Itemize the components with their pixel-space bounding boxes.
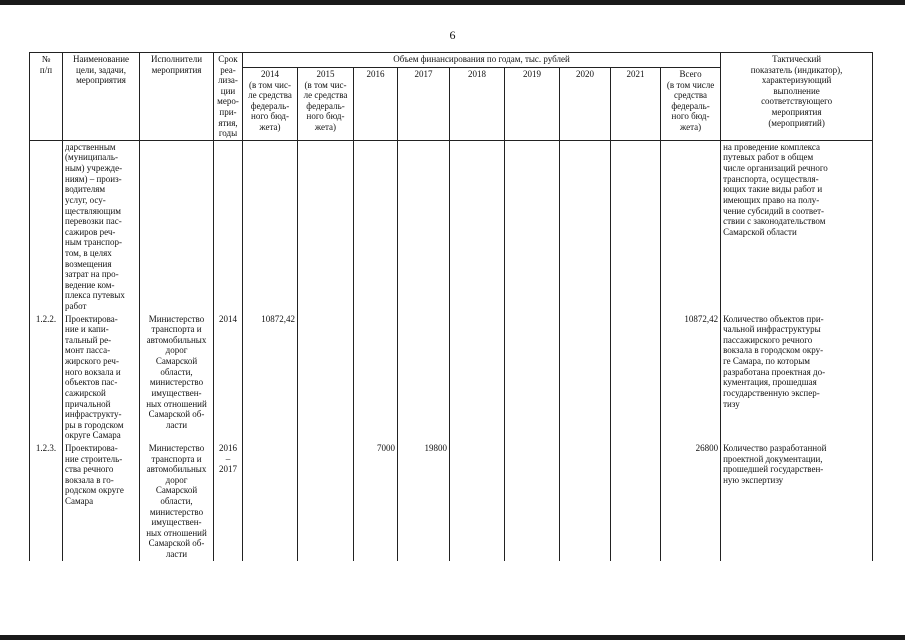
row-executors: Министерство транспорта и автомобильных дорог Самарской области, министерство имуществен- ных отношений Самарской об- ласти [140,442,214,561]
header-total: Всего (в том числе средства федераль- ного бюд- жета) [661,67,721,140]
row-executors [140,140,214,312]
row-2018 [450,442,505,561]
row-total: 26800 [661,442,721,561]
row-num: 1.2.2. [30,313,63,442]
row-2014: 10872,42 [243,313,298,442]
row-2018 [450,313,505,442]
row-term: 2016 – 2017 [214,442,243,561]
row-name: дарственным (муниципаль- ным) учрежде- ниям) – произ- водителям услуг, осу- ществляющим перевозки пас- сажиров реч- ным транспор- том, в целях возмещения затрат на про- ведение ком- плекса путевых работ [63,140,140,312]
header-2020: 2020 [560,67,611,140]
row-2017: 19800 [398,442,450,561]
table-row [30,140,873,312]
header-indicator: Тактический показатель (индикатор), характеризующий выполнение соответствующего мероприятия (мероприятий) [721,53,873,141]
header-2016: 2016 [354,67,398,140]
row-indicator: Количество разработанной проектной документации, прошедшей государствен- ную экспертизу [721,442,873,561]
row-2015 [298,442,354,561]
row-executors: Министерство транспорта и автомобильных дорог Самарской области, министерство имуществен- ных отношений Самарской об- ласти [140,313,214,442]
bottom-border-bar [0,635,905,640]
header-2014: 2014 (в том чис- ле средства федераль- ного бюд- жета) [243,67,298,140]
row-2021 [611,140,661,312]
row-2020 [560,313,611,442]
row-2017 [398,313,450,442]
header-num: № п/п [30,53,63,141]
header-name: Наименование цели, задачи, мероприятия [63,53,140,141]
row-term: 2014 [214,313,243,442]
row-name: Проектирова- ние и капи- тальный ре- монт пасса- жирского реч- ного вокзала и объектов пас- сажирской причальной инфраструкту- ры в городском округе Самара [63,313,140,442]
row-2014 [243,442,298,561]
header-2018: 2018 [450,67,505,140]
header-2019: 2019 [505,67,560,140]
header-2017: 2017 [398,67,450,140]
header-financing: Объем финансирования по годам, тыс. рублей [243,53,721,68]
row-2019 [505,140,560,312]
row-2016: 7000 [354,442,398,561]
row-num: 1.2.3. [30,442,63,561]
row-2019 [505,442,560,561]
row-2014 [243,140,298,312]
page-number: 6 [449,28,456,42]
row-2015 [298,313,354,442]
header-2015: 2015 (в том чис- ле средства федераль- ного бюд- жета) [298,67,354,140]
row-total: 10872,42 [661,313,721,442]
row-term [214,140,243,312]
financing-table [29,52,873,561]
row-2020 [560,442,611,561]
header-term: Срок реа- лиза- ции меро- при- ятия, годы [214,53,243,141]
row-num [30,140,63,312]
row-2016 [354,313,398,442]
row-total [661,140,721,312]
row-2021 [611,313,661,442]
row-name: Проектирова- ние строитель- ства речного вокзала в го- родском округе Самара [63,442,140,561]
table-row [30,442,873,561]
row-indicator: Количество объектов при- чальной инфраструктуры пассажирского речного вокзала в городском окру- ге Самара, по которым разработана проектная до- кументация, прошедшая государственную экспер- тизу [721,313,873,442]
table-row [30,313,873,442]
row-2016 [354,140,398,312]
row-2019 [505,313,560,442]
table-header-row [30,53,873,68]
row-2020 [560,140,611,312]
row-2017 [398,140,450,312]
top-border-bar [0,0,905,5]
row-2018 [450,140,505,312]
row-indicator: на проведение комплекса путевых работ в общем числе организаций речного транспорта, осуществля- ющих такие виды работ и имеющих право на полу- чение субсидий в соответ- ствии с законодательством Самарской области [721,140,873,312]
row-2015 [298,140,354,312]
header-2021: 2021 [611,67,661,140]
header-executors: Исполнители мероприятия [140,53,214,141]
row-2021 [611,442,661,561]
